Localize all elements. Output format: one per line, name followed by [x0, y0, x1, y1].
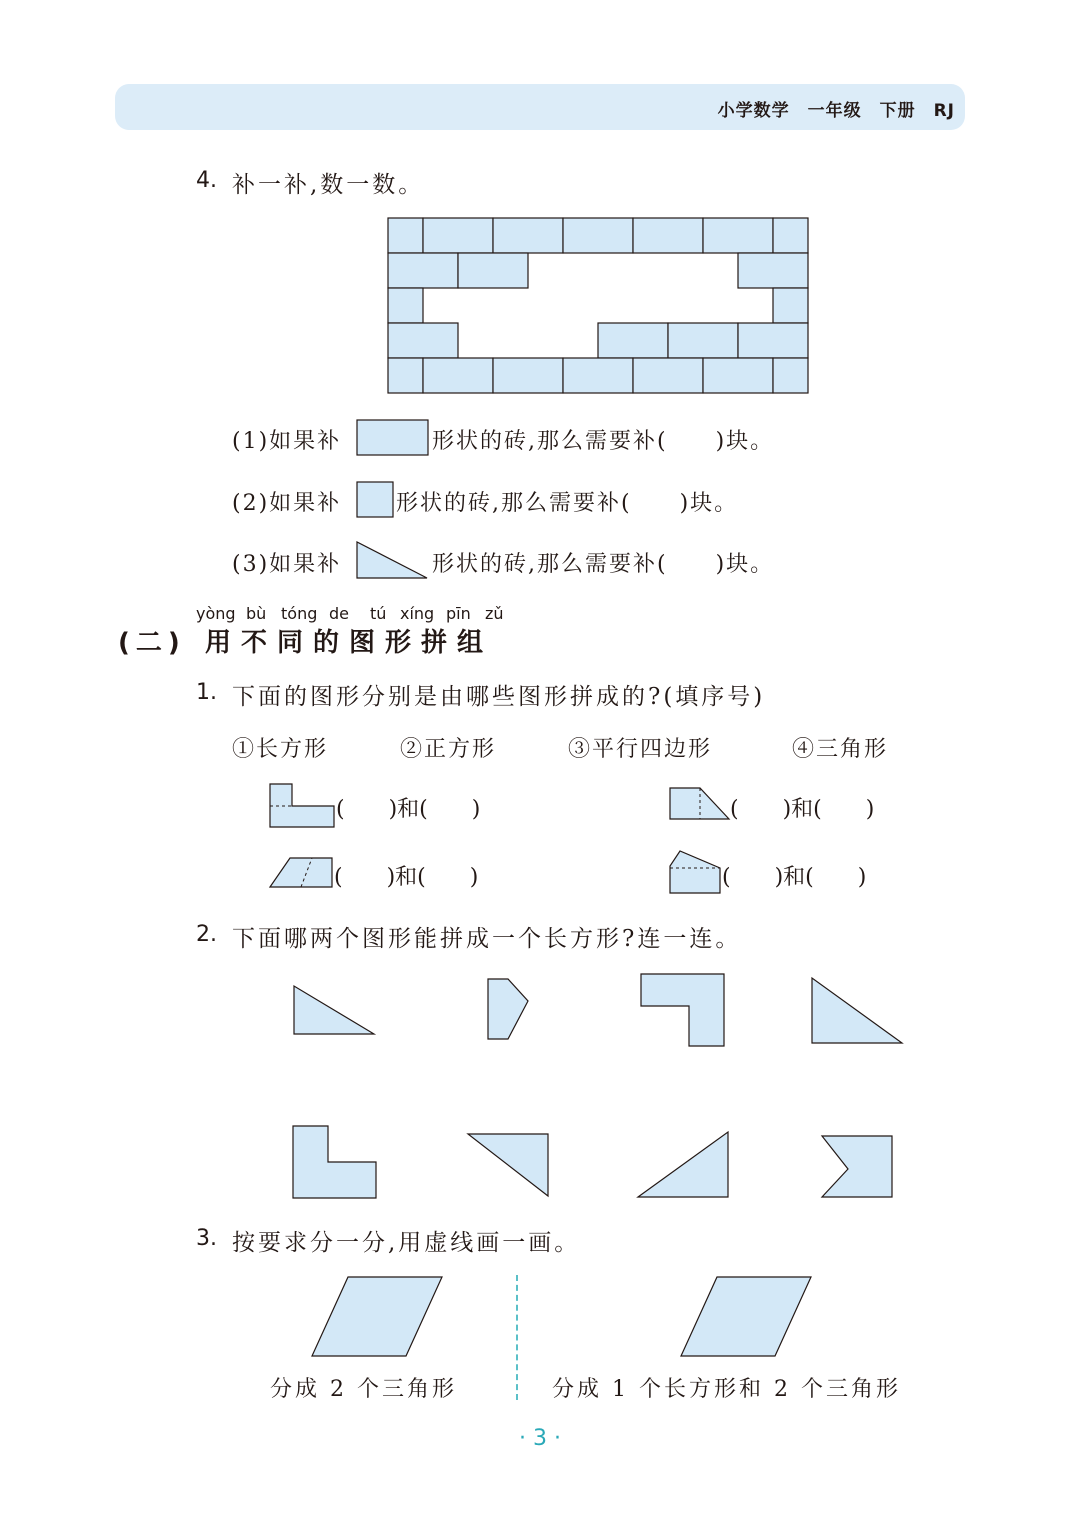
pinyin-6: xíng: [400, 604, 435, 623]
s2q2-number: 2.: [196, 922, 217, 947]
pinyin-5: tú: [370, 604, 387, 623]
dashed-divider: [516, 1275, 518, 1400]
option-rectangle: ①长方形: [232, 737, 329, 762]
brick: [423, 358, 493, 393]
top-triangle-left: [294, 986, 374, 1034]
option-triangle: ④三角形: [792, 737, 889, 762]
left-caption: 分成 2 个三角形: [270, 1377, 457, 1402]
long-brick-icon: [356, 419, 430, 457]
right-caption: 分成 1 个长方形和 2 个三角形: [552, 1377, 901, 1402]
brick: [738, 253, 808, 288]
brick: [773, 218, 808, 253]
brick: [388, 323, 458, 358]
figure-l-shape: [268, 782, 338, 830]
brick: [423, 218, 493, 253]
s2q3-text: 按要求分一分,用虚线画一画。: [232, 1230, 581, 1256]
q4-item-1-post: 形状的砖,那么需要补( )块。: [432, 429, 775, 454]
pinyin-8: zǔ: [485, 604, 504, 623]
q4-item-2-post: 形状的砖,那么需要补( )块。: [396, 491, 739, 516]
q4-text: 补一补,数一数。: [232, 172, 425, 198]
answer-blank-1[interactable]: ( )和( ): [336, 797, 481, 822]
top-triangle-right: [812, 978, 902, 1043]
option-square: ②正方形: [400, 737, 497, 762]
q4-item-3-pre: (3)如果补: [232, 552, 342, 577]
answer-blank-3[interactable]: ( )和( ): [334, 865, 479, 890]
brick: [703, 358, 773, 393]
bottom-triangle-right: [638, 1132, 728, 1197]
square-brick-icon: [356, 481, 396, 519]
brick: [458, 253, 528, 288]
q4-item-2-pre: (2)如果补: [232, 491, 342, 516]
brick: [633, 358, 703, 393]
brick: [598, 323, 668, 358]
brick: [493, 358, 563, 393]
top-pentagon: [488, 979, 528, 1039]
brick: [493, 218, 563, 253]
brick: [738, 323, 808, 358]
brick: [773, 288, 808, 323]
page-number: · 3 ·: [519, 1426, 561, 1451]
section-title: 用不同的图形拼组: [205, 628, 494, 658]
s2q3-number: 3.: [196, 1226, 217, 1251]
bottom-notched-shape: [822, 1136, 892, 1197]
figure-trapezoid: [268, 854, 336, 890]
brick: [388, 358, 423, 393]
section-label: (二): [118, 628, 186, 658]
s2q2-text: 下面哪两个图形能拼成一个长方形?连一连。: [232, 926, 742, 952]
book-title: 小学数学 一年级 下册 RJ: [717, 101, 955, 121]
pinyin-2: bù: [246, 604, 267, 623]
brick: [563, 218, 633, 253]
pinyin-1: yòng: [196, 604, 236, 623]
figure-right-trapezoid: [668, 786, 732, 822]
triangle-brick-icon: [356, 541, 430, 581]
s2q1-number: 1.: [196, 680, 217, 705]
brick: [388, 218, 423, 253]
parallelogram-left: [310, 1274, 446, 1360]
option-parallelogram: ③平行四边形: [568, 737, 713, 762]
matching-shapes: [280, 965, 920, 1210]
q4-item-1-pre: (1)如果补: [232, 429, 342, 454]
s2q1-text: 下面的图形分别是由哪些图形拼成的?(填序号): [232, 684, 766, 710]
brick: [388, 288, 423, 323]
parallelogram-right: [679, 1274, 815, 1360]
pinyin-4: de: [329, 604, 349, 623]
top-l-shape: [641, 974, 724, 1046]
q4-item-3-post: 形状的砖,那么需要补( )块。: [432, 552, 775, 577]
brick: [703, 218, 773, 253]
brick: [773, 358, 808, 393]
pinyin-7: pīn: [446, 604, 471, 623]
answer-blank-2[interactable]: ( )和( ): [730, 797, 875, 822]
brick: [633, 218, 703, 253]
brick: [388, 253, 458, 288]
bottom-l-shape: [293, 1126, 376, 1198]
bottom-triangle-left: [468, 1134, 548, 1196]
figure-house-pentagon: [668, 848, 724, 896]
brick: [668, 323, 738, 358]
brick: [563, 358, 633, 393]
q4-number: 4.: [196, 168, 217, 193]
answer-blank-4[interactable]: ( )和( ): [722, 865, 867, 890]
pinyin-3: tóng: [281, 604, 318, 623]
brick-wall: [386, 216, 810, 396]
